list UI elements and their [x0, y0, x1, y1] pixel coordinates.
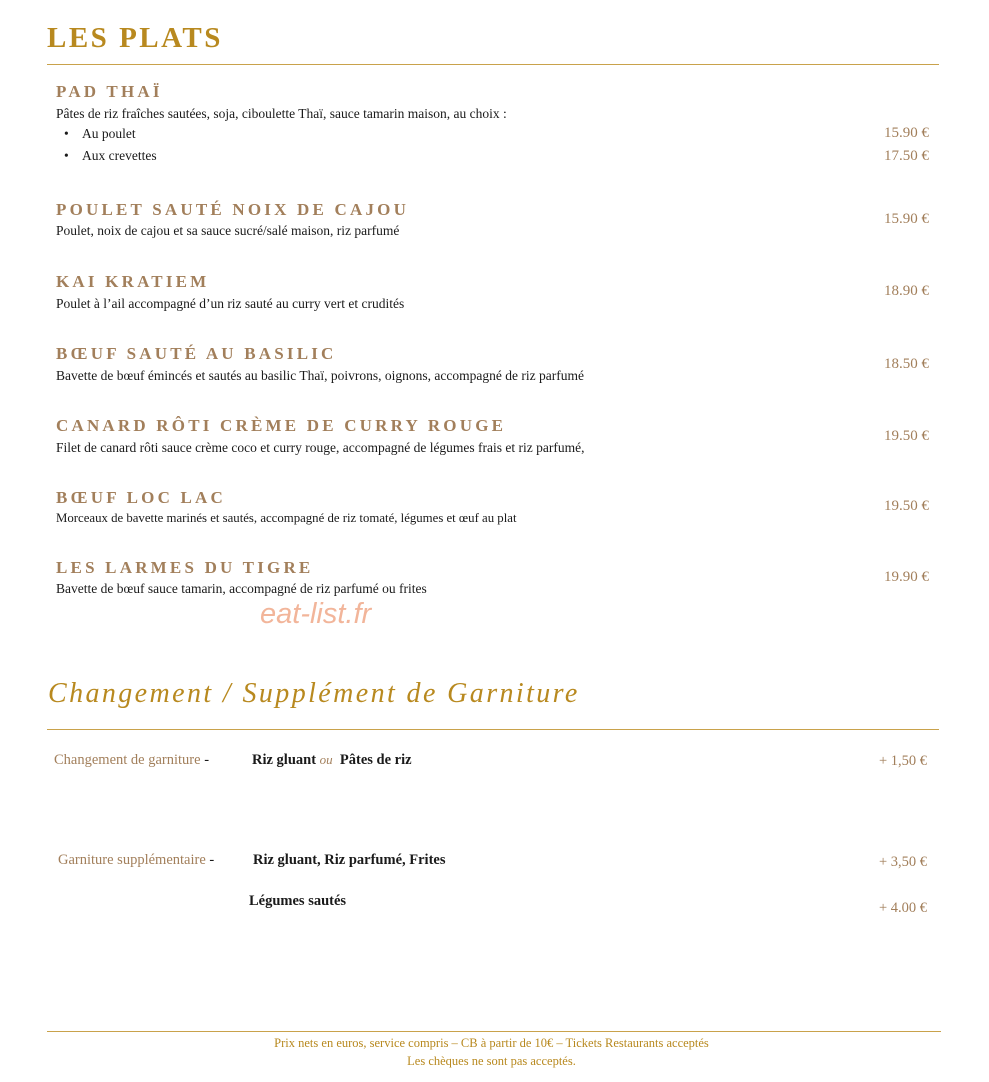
footer-divider [47, 1031, 941, 1032]
dish-description: Morceaux de bavette marinés et sautés, accompagné de riz tomaté, légumes et œuf au plat [56, 511, 517, 525]
garniture-supp-label: Garniture supplémentaire - [58, 852, 215, 868]
section-title: LES PLATS [47, 22, 223, 54]
option-label: Au poulet [82, 126, 136, 141]
dish-option: • Au poulet [64, 126, 136, 141]
watermark: eat-list.fr [260, 598, 372, 630]
footer-line-1: Prix nets en euros, service compris – CB à partir de 10€ – Tickets Restaurants acceptés [274, 1036, 709, 1050]
option-label: Aux crevettes [82, 148, 157, 163]
garniture-supp-options: Riz gluant, Riz parfumé, Frites [253, 852, 446, 868]
garniture-title: Changement / Supplément de Garniture [48, 678, 580, 709]
dish-name: CANARD RÔTI CRÈME DE CURRY ROUGE [56, 416, 507, 435]
dish-name: LES LARMES DU TIGRE [56, 558, 314, 577]
dish-price: 19.90 € [884, 569, 929, 585]
dish-price: 18.50 € [884, 356, 929, 372]
garniture-change-options: Riz gluant ou Pâtes de riz [252, 752, 412, 768]
dish-name: PAD THAÏ [56, 82, 163, 101]
dish-name: KAI KRATIEM [56, 272, 210, 291]
dish-description: Pâtes de riz fraîches sautées, soja, ciboulette Thaï, sauce tamarin maison, au choix : [56, 106, 507, 121]
dish-option: • Aux crevettes [64, 148, 157, 163]
dish-price: 15.90 € [884, 211, 929, 227]
garniture-change-label: Changement de garniture - [54, 752, 210, 768]
dish-price: 19.50 € [884, 428, 929, 444]
dish-price: 15.90 € [884, 125, 929, 141]
dish-price: 19.50 € [884, 498, 929, 514]
garniture-divider [47, 729, 939, 730]
garniture-change-price: + 1,50 € [878, 753, 927, 769]
garniture-legumes-label: Légumes sautés [249, 893, 347, 909]
dish-name: BŒUF LOC LAC [56, 488, 227, 507]
dish-description: Bavette de bœuf sauce tamarin, accompagné de riz parfumé ou frites [56, 581, 427, 596]
dish-description: Poulet, noix de cajou et sa sauce sucré/salé maison, riz parfumé [56, 223, 400, 238]
dish-name: POULET SAUTÉ NOIX DE CAJOU [56, 200, 410, 219]
dish-name: BŒUF SAUTÉ AU BASILIC [56, 344, 337, 363]
garniture-legumes-price: + 4.00 € [878, 900, 927, 916]
dish-description: Filet de canard rôti sauce crème coco et curry rouge, accompagné de légumes frais et riz parfumé, [56, 440, 585, 455]
dish-description: Bavette de bœuf émincés et sautés au basilic Thaï, poivrons, oignons, accompagné de riz parfumé [56, 368, 584, 383]
dish-description: Poulet à l’ail accompagné d’un riz sauté au curry vert et crudités [56, 296, 405, 311]
dish-price: 17.50 € [884, 148, 929, 164]
title-divider [47, 64, 939, 65]
footer-line-2: Les chèques ne sont pas acceptés. [407, 1054, 576, 1068]
dish-price: 18.90 € [884, 283, 929, 299]
garniture-supp-price: + 3,50 € [878, 854, 927, 870]
